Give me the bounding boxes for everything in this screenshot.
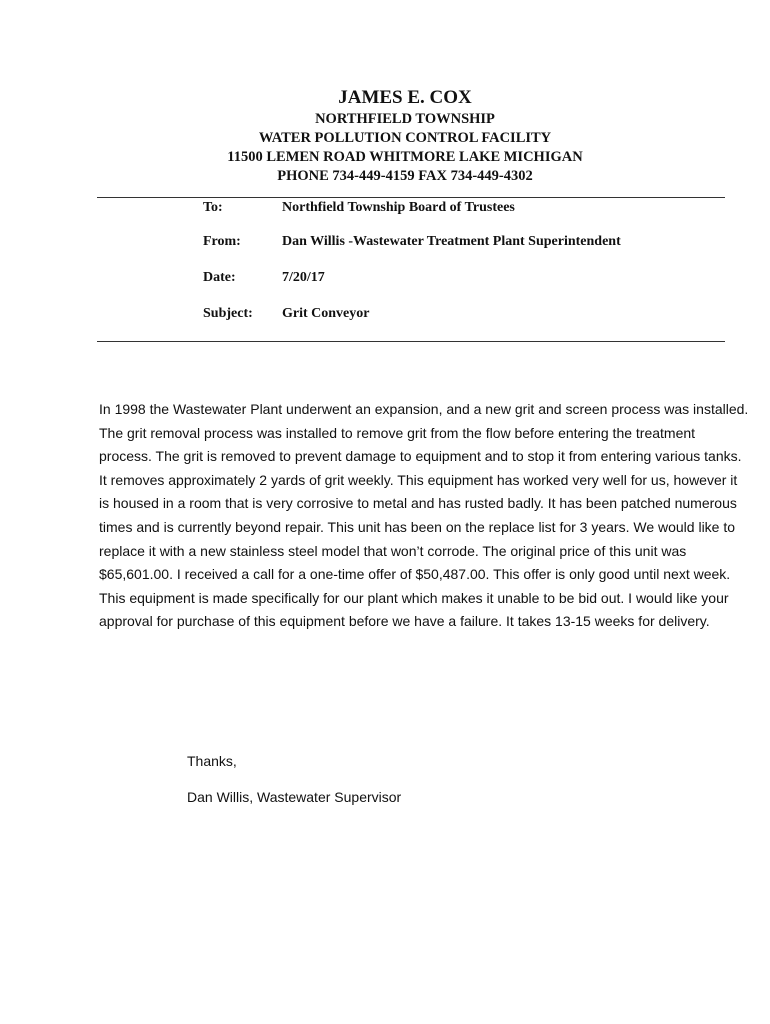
memo-date-row [203,269,325,287]
memo-from-label: From: [203,234,241,249]
closing-signature: Dan Willis, Wastewater Supervisor [187,789,402,805]
letterhead-phone-fax: PHONE 734-449-4159 FAX 734-449-4302 [277,168,533,184]
memo-to-row [203,199,515,217]
memo-subject-label: Subject: [203,306,253,321]
memo-body-paragraph: In 1998 the Wastewater Plant underwent an expansion, and a new grit and screen process was installed. The grit removal process was installed to remove grit from the flow before entering the treatment process. The grit is removed to prevent damage to equipment and to stop it from entering various tanks. It removes approximately 2 yards of grit weekly. This equipment has worked very well for us, however it is housed in a room that is very corrosive to metal and has rusted badly. It has been patched numerous times and is currently beyond repair. This unit has been on the replace list for 3 years. We would like to replace it with a new stainless steel model that won’t corrode. The original price of this unit was $65,601.00. I received a call for a one-time offer of $50,487.00. This offer is only good until next week. This equipment is made specifically for our plant which makes it unable to be bid out. I would like your approval for purchase of this equipment before we have a failure. It takes 13-15 weeks for delivery. [99,401,749,630]
memo-date-label: Date: [203,270,236,285]
memo-subject-value: Grit Conveyor [282,306,370,321]
letterhead-township: NORTHFIELD TOWNSHIP [315,111,495,127]
memo-to-value: Northfield Township Board of Trustees [282,200,515,215]
letterhead-facility: WATER POLLUTION CONTROL FACILITY [258,130,552,146]
memo-from-row [203,233,621,251]
memo-subject-row [203,305,369,323]
header-divider-top [97,197,725,198]
memo-date-value: 7/20/17 [282,270,325,285]
closing-thanks: Thanks, [187,753,237,769]
letterhead-address: 11500 LEMEN ROAD WHITMORE LAKE MICHIGAN [227,149,583,165]
header-divider-bottom [97,341,725,342]
memo-from-value: Dan Willis -Wastewater Treatment Plant Superintendent [282,234,621,249]
memo-to-label: To: [203,200,223,215]
letterhead-name: JAMES E. COX [338,87,472,108]
letterhead [0,86,770,186]
